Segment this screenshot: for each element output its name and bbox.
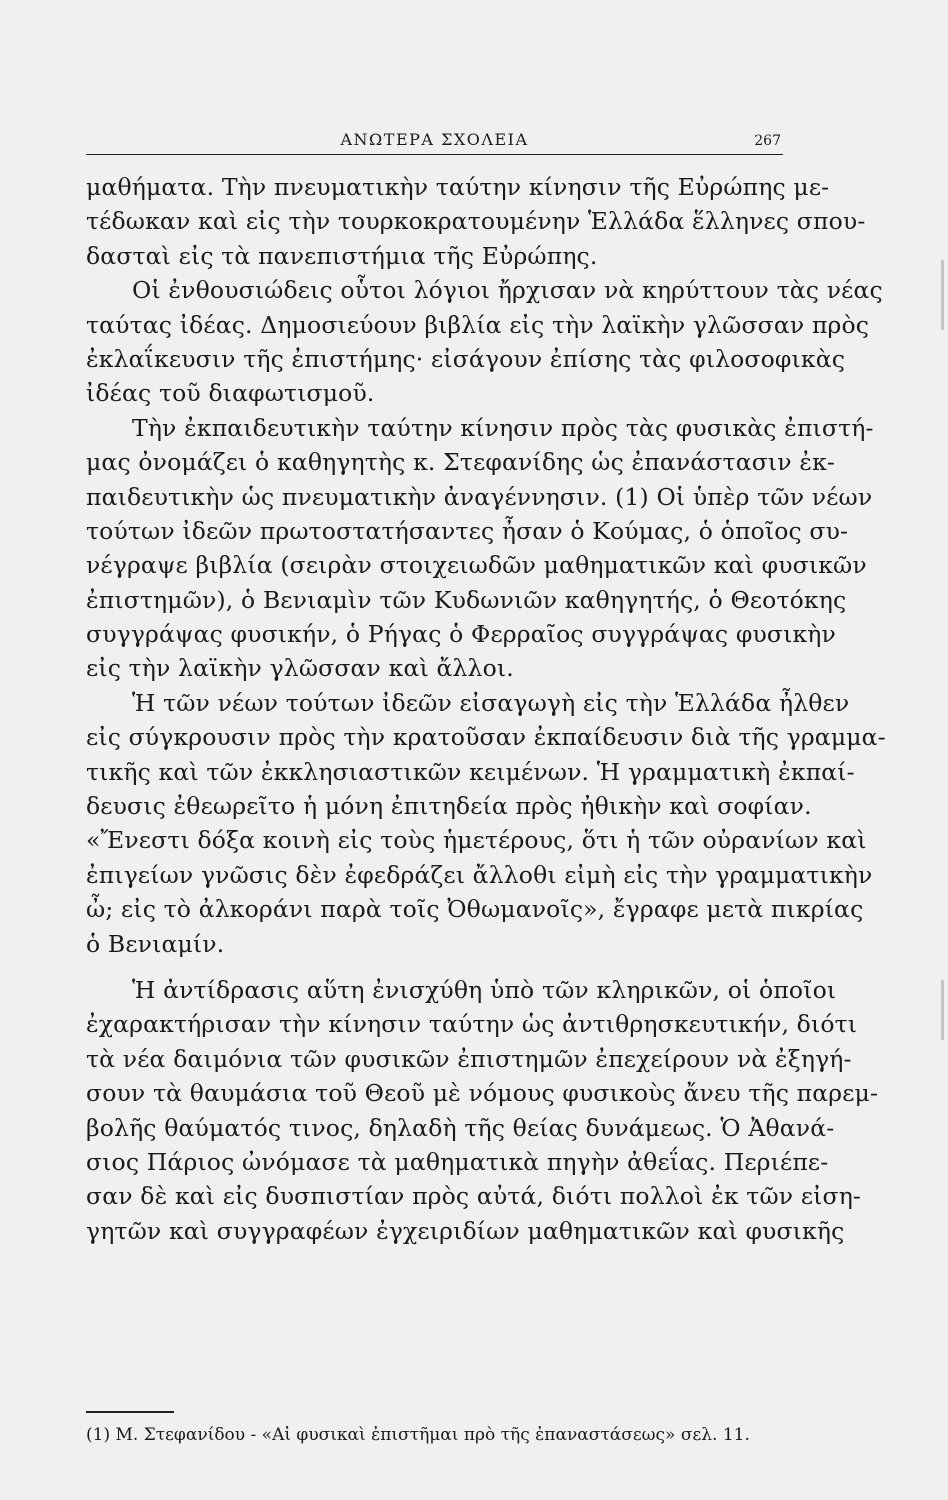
text-line: γητῶν καὶ συγγραφέων ἐγχειριδίων μαθηματικῶν καὶ φυσικῆς [86,1216,845,1245]
text-line: ὦ; εἰς τὸ ἀλκοράνι παρὰ τοῖς Ὀθωμανοῖς», ἔγραφε μετὰ πικρίας [86,895,864,924]
text-line: ἐκλαΐκευσιν τῆς ἐπιστήμης· εἰσάγουν ἐπίσης τὰς φιλοσοφικὰς [86,344,846,373]
text-line: «Ἔνεστι δόξα κοινὴ εἰς τοὺς ἡμετέρους, ὅτι ἡ τῶν οὐρανίων καὶ [86,826,867,855]
text-line: ἐπιγείων γνῶσις δὲν ἐφεδράζει ἄλλοθι εἰμὴ εἰς τὴν γραμματικὴν [86,860,873,889]
paragraph-start-line: Τὴν ἐκπαιδευτικὴν ταύτην κίνησιν πρὸς τὰς φυσικὰς ἐπιστή- [132,413,874,442]
text-line: ἐχαρακτήρισαν τὴν κίνησιν ταύτην ὡς ἀντιθρησκευτικήν, διότι [86,1010,858,1039]
text-line: νέγραψε βιβλία (σειρὰν στοιχειωδῶν μαθηματικῶν καὶ φυσικῶν [86,551,867,580]
header-title: ΑΝΩΤΕΡΑ ΣΧΟΛΕΙΑ [340,130,529,149]
text-line: τὰ νέα δαιμόνια τῶν φυσικῶν ἐπιστημῶν ἐπεχείρουν νὰ ἐξηγή- [86,1044,852,1073]
paragraph-start-line: Ἡ ἀντίδρασις αὕτη ἐνισχύθη ὑπὸ τῶν κληρικῶν, οἱ ὁποῖοι [132,975,837,1004]
footnote: (1) Μ. Στεφανίδου - «Αἱ φυσικαὶ ἐπιστῆμαι πρὸ τῆς ἐπαναστάσεως» σελ. 11. [86,1425,750,1445]
footnote-separator [86,1411,174,1413]
paragraph-start-line: Ἡ τῶν νέων τούτων ἰδεῶν εἰσαγωγὴ εἰς τὴν Ἑλλάδα ἦλθεν [132,688,850,717]
text-line: ἐπιστημῶν), ὁ Βενιαμὶν τῶν Κυδωνιῶν καθηγητής, ὁ Θεοτόκης [86,585,847,614]
text-line: σαν δὲ καὶ εἰς δυσπιστίαν πρὸς αὐτά, διότι πολλοὶ ἐκ τῶν εἰση- [86,1182,862,1211]
scan-edge-mark [941,980,944,1040]
text-line: εἰς τὴν λαϊκὴν γλῶσσαν καὶ ἄλλοι. [86,654,514,683]
text-line: μας ὀνομάζει ὁ καθηγητὴς κ. Στεφανίδης ὡς ἐπανάστασιν ἐκ- [86,448,836,477]
text-line: συγγράψας φυσικήν, ὁ Ρήγας ὁ Φερραῖος συγγράψας φυσικὴν [86,620,836,649]
text-line: δασταὶ εἰς τὰ πανεπιστήμια τῆς Εὐρώπης. [86,241,598,270]
text-line: εἰς σύγκρουσιν πρὸς τὴν κρατοῦσαν ἐκπαίδευσιν διὰ τῆς γραμμα- [86,723,886,752]
text-line: σιος Πάριος ὠνόμασε τὰ μαθηματικὰ πηγὴν ἀθεΐας. Περιέπε- [86,1147,829,1176]
text-line: ὁ Βενιαμίν. [86,929,225,958]
text-line: παιδευτικὴν ὡς πνευματικὴν ἀναγέννησιν. (1) Οἱ ὑπὲρ τῶν νέων [86,482,873,511]
page-number: 267 [754,133,781,149]
text-line: τούτων ἰδεῶν πρωτοστατήσαντες ἦσαν ὁ Κούμας, ὁ ὁποῖος συ- [86,516,849,545]
body-text [86,170,886,1248]
text-line: δευσις ἐθεωρεῖτο ἡ μόνη ἐπιτηδεία πρὸς ἠθικὴν καὶ σοφίαν. [86,792,812,821]
text-line: τικῆς καὶ τῶν ἐκκλησιαστικῶν κειμένων. Ἡ γραμματικὴ ἐκπαί- [86,757,855,786]
text-line: σουν τὰ θαυμάσια τοῦ Θεοῦ μὲ νόμους φυσικοὺς ἄνευ τῆς παρεμ- [86,1079,879,1108]
text-line: βολῆς θαύματός τινος, δηλαδὴ τῆς θείας δυνάμεως. Ὁ Ἀθανά- [86,1113,835,1142]
text-line: ἰδέας τοῦ διαφωτισμοῦ. [86,379,375,408]
text-line: τέδωκαν καὶ εἰς τὴν τουρκοκρατουμένην Ἑλλάδα ἕλληνες σπου- [86,207,866,236]
text-line: μαθήματα. Τὴν πνευματικὴν ταύτην κίνησιν τῆς Εὐρώπης με- [86,173,830,201]
running-header [86,130,783,155]
text-line: ταύτας ἰδέας. Δημοσιεύουν βιβλία εἰς τὴν λαϊκὴν γλῶσσαν πρὸς [86,310,870,339]
scan-edge-mark [941,260,944,330]
paragraph-start-line: Οἱ ἐνθουσιώδεις οὗτοι λόγιοι ἤρχισαν νὰ κηρύττουν τὰς νέας [132,276,883,305]
